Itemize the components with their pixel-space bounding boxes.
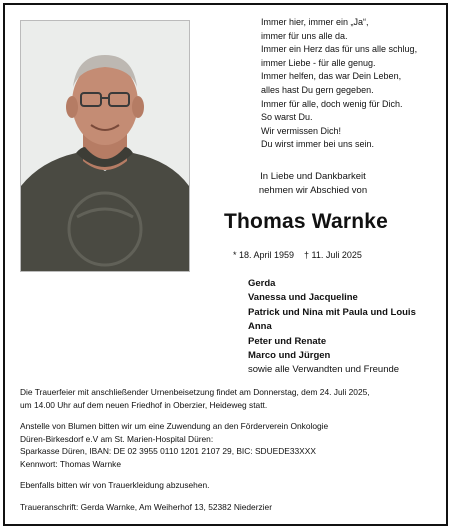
donation-line: Düren-Birkesdorf e.V am St. Marien-Hospital Düren: — [20, 433, 214, 444]
family-member: Anna — [248, 321, 272, 333]
poem-line: Du wirst immer bei uns sein. — [261, 139, 375, 150]
poem-line: Immer ein Herz das für uns alle schlug, — [261, 44, 418, 55]
donation-line: Anstelle von Blumen bitten wir um eine Zuwendung an den Förderverein Onkologie — [20, 421, 329, 431]
poem-line: Wir vermissen Dich! — [261, 125, 342, 136]
poem-line: Immer für alle, doch wenig für Dich. — [261, 98, 403, 109]
mourning-address: Traueranschrift: Gerda Warnke, Am Weiherhof 13, 52382 Niederzier — [20, 502, 272, 512]
funeral-line: Die Trauerfeier mit anschließender Urnenbeisetzung findet am Donnerstag, dem 24. Juli 2025, — [20, 387, 370, 397]
funeral-line: um 14.00 Uhr auf dem neuen Friedhof in Oberzier, Heideweg statt. — [20, 399, 268, 410]
family-closing: sowie alle Verwandten und Freunde — [248, 364, 400, 376]
poem-line: Immer hier, immer ein „Ja“, — [261, 17, 369, 27]
donation-info — [20, 420, 435, 470]
birth-date: * 18. April 1959 — [233, 250, 295, 260]
donation-line: Kennwort: Thomas Warnke — [20, 458, 122, 469]
family-member: Gerda — [248, 278, 276, 289]
family-member: Peter und Renate — [248, 335, 327, 347]
intro-line: In Liebe und Dankbarkeit — [260, 171, 366, 182]
life-dates — [233, 250, 362, 260]
poem-line: Immer helfen, das war Dein Leben, — [261, 71, 402, 82]
poem-line: So warst Du. — [261, 112, 313, 123]
family-list — [248, 277, 416, 378]
deceased-name: Thomas Warnke — [224, 210, 389, 233]
poem-line: immer Liebe - für alle genug. — [261, 57, 376, 68]
family-member: Vanessa und Jacqueline — [248, 292, 358, 304]
intro-text — [218, 170, 408, 197]
family-member: Patrick und Nina mit Paula und Louis — [248, 306, 416, 318]
clothing-note: Ebenfalls bitten wir von Trauerkleidung abzusehen. — [20, 480, 210, 490]
death-date: † 11. Juli 2025 — [304, 250, 362, 260]
donation-line: Sparkasse Düren, IBAN: DE 02 3955 0110 1201 2107 29, BIC: SDUEDE33XXX — [20, 446, 316, 457]
family-member: Marco und Jürgen — [248, 350, 331, 362]
poem-line: alles hast Du gern gegeben. — [261, 84, 374, 95]
funeral-info — [20, 386, 435, 411]
poem — [261, 16, 417, 152]
poem-line: immer für uns alle da. — [261, 30, 348, 41]
portrait-photo — [20, 20, 190, 272]
intro-line: nehmen wir Abschied von — [258, 184, 368, 196]
